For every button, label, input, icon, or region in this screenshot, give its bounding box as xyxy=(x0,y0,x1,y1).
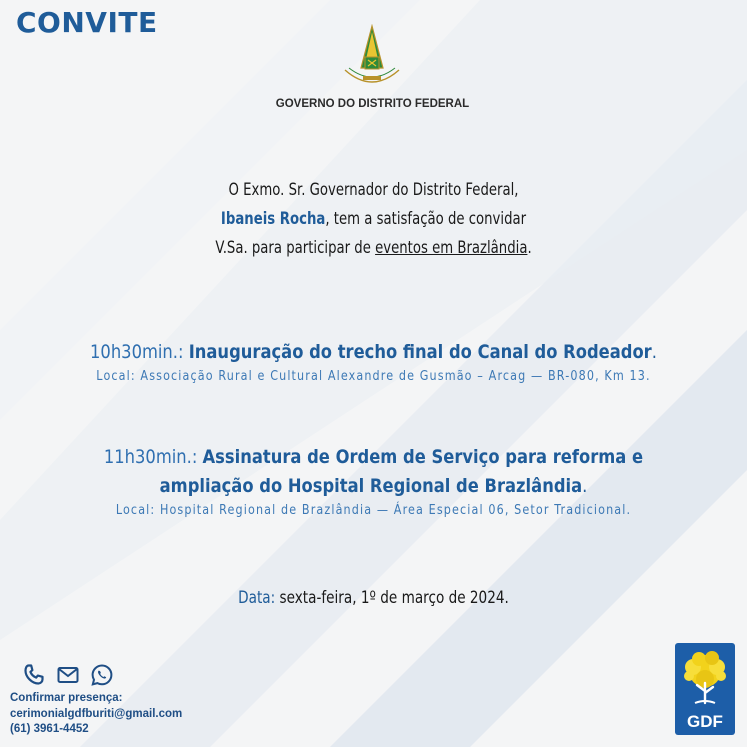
government-name: GOVERNO DO DISTRITO FEDERAL xyxy=(275,98,470,110)
gdf-logo xyxy=(675,643,735,735)
governor-name: Ibaneis Rocha xyxy=(220,209,326,229)
event-2-time: 11h30min.: xyxy=(103,446,198,468)
email-icon[interactable] xyxy=(56,663,80,687)
confirm-label: Confirmar presença: xyxy=(10,692,123,704)
event-2-title-line1: Assinatura de Ordem de Serviço para reforma e xyxy=(202,446,644,468)
event-2-title-line2: ampliação do Hospital Regional de Brazlândia xyxy=(159,475,583,497)
invitation-title: CONVITE xyxy=(16,6,158,39)
contact-info xyxy=(10,691,182,738)
invitation-text: O Exmo. Sr. Governador do Distrito Federal, Ibaneis Rocha, tem a satisfação de convidar V.Sa. para participar de eventos em Brazlândia. xyxy=(215,180,532,258)
event-1-location: Local: Associação Rural e Cultural Alexandre de Gusmão – Arcag — BR-080, Km 13. xyxy=(96,369,651,384)
date-label: Data: xyxy=(238,588,276,608)
gdf-logo-text: GDF xyxy=(687,712,723,731)
event-2: 11h30min.: Assinatura de Ordem de Serviço para reforma e ampliação do Hospital Regional de Brazlândia. Local: Hospital Regional de Brazlândia — Área Especial 06, Setor Tradicional. xyxy=(52,443,694,520)
event-1: 10h30min.: Inauguração do trecho final do Canal do Rodeador. Local: Associação Rural e Cultural Alexandre de Gusmão – Arcag — BR-080, Km 13. xyxy=(52,338,694,386)
event-1-time: 10h30min.: xyxy=(90,341,184,363)
date-value: sexta-feira, 1º de março de 2024. xyxy=(279,588,509,608)
event-date xyxy=(75,588,673,608)
event-1-title: Inauguração do trecho final do Canal do Rodeador xyxy=(188,341,652,363)
contact-email[interactable]: cerimonialgdfburiti@gmail.com xyxy=(10,707,183,720)
contact-icons xyxy=(22,663,114,687)
contact-phone[interactable]: (61) 3961-4452 xyxy=(10,723,89,735)
whatsapp-icon[interactable] xyxy=(90,663,114,687)
events-link-text: eventos em Brazlândia xyxy=(375,238,528,258)
phone-icon[interactable] xyxy=(22,663,46,687)
gdf-crest-icon xyxy=(341,24,403,92)
event-2-location: Local: Hospital Regional de Brazlândia — Área Especial 06, Setor Tradicional. xyxy=(115,503,632,518)
